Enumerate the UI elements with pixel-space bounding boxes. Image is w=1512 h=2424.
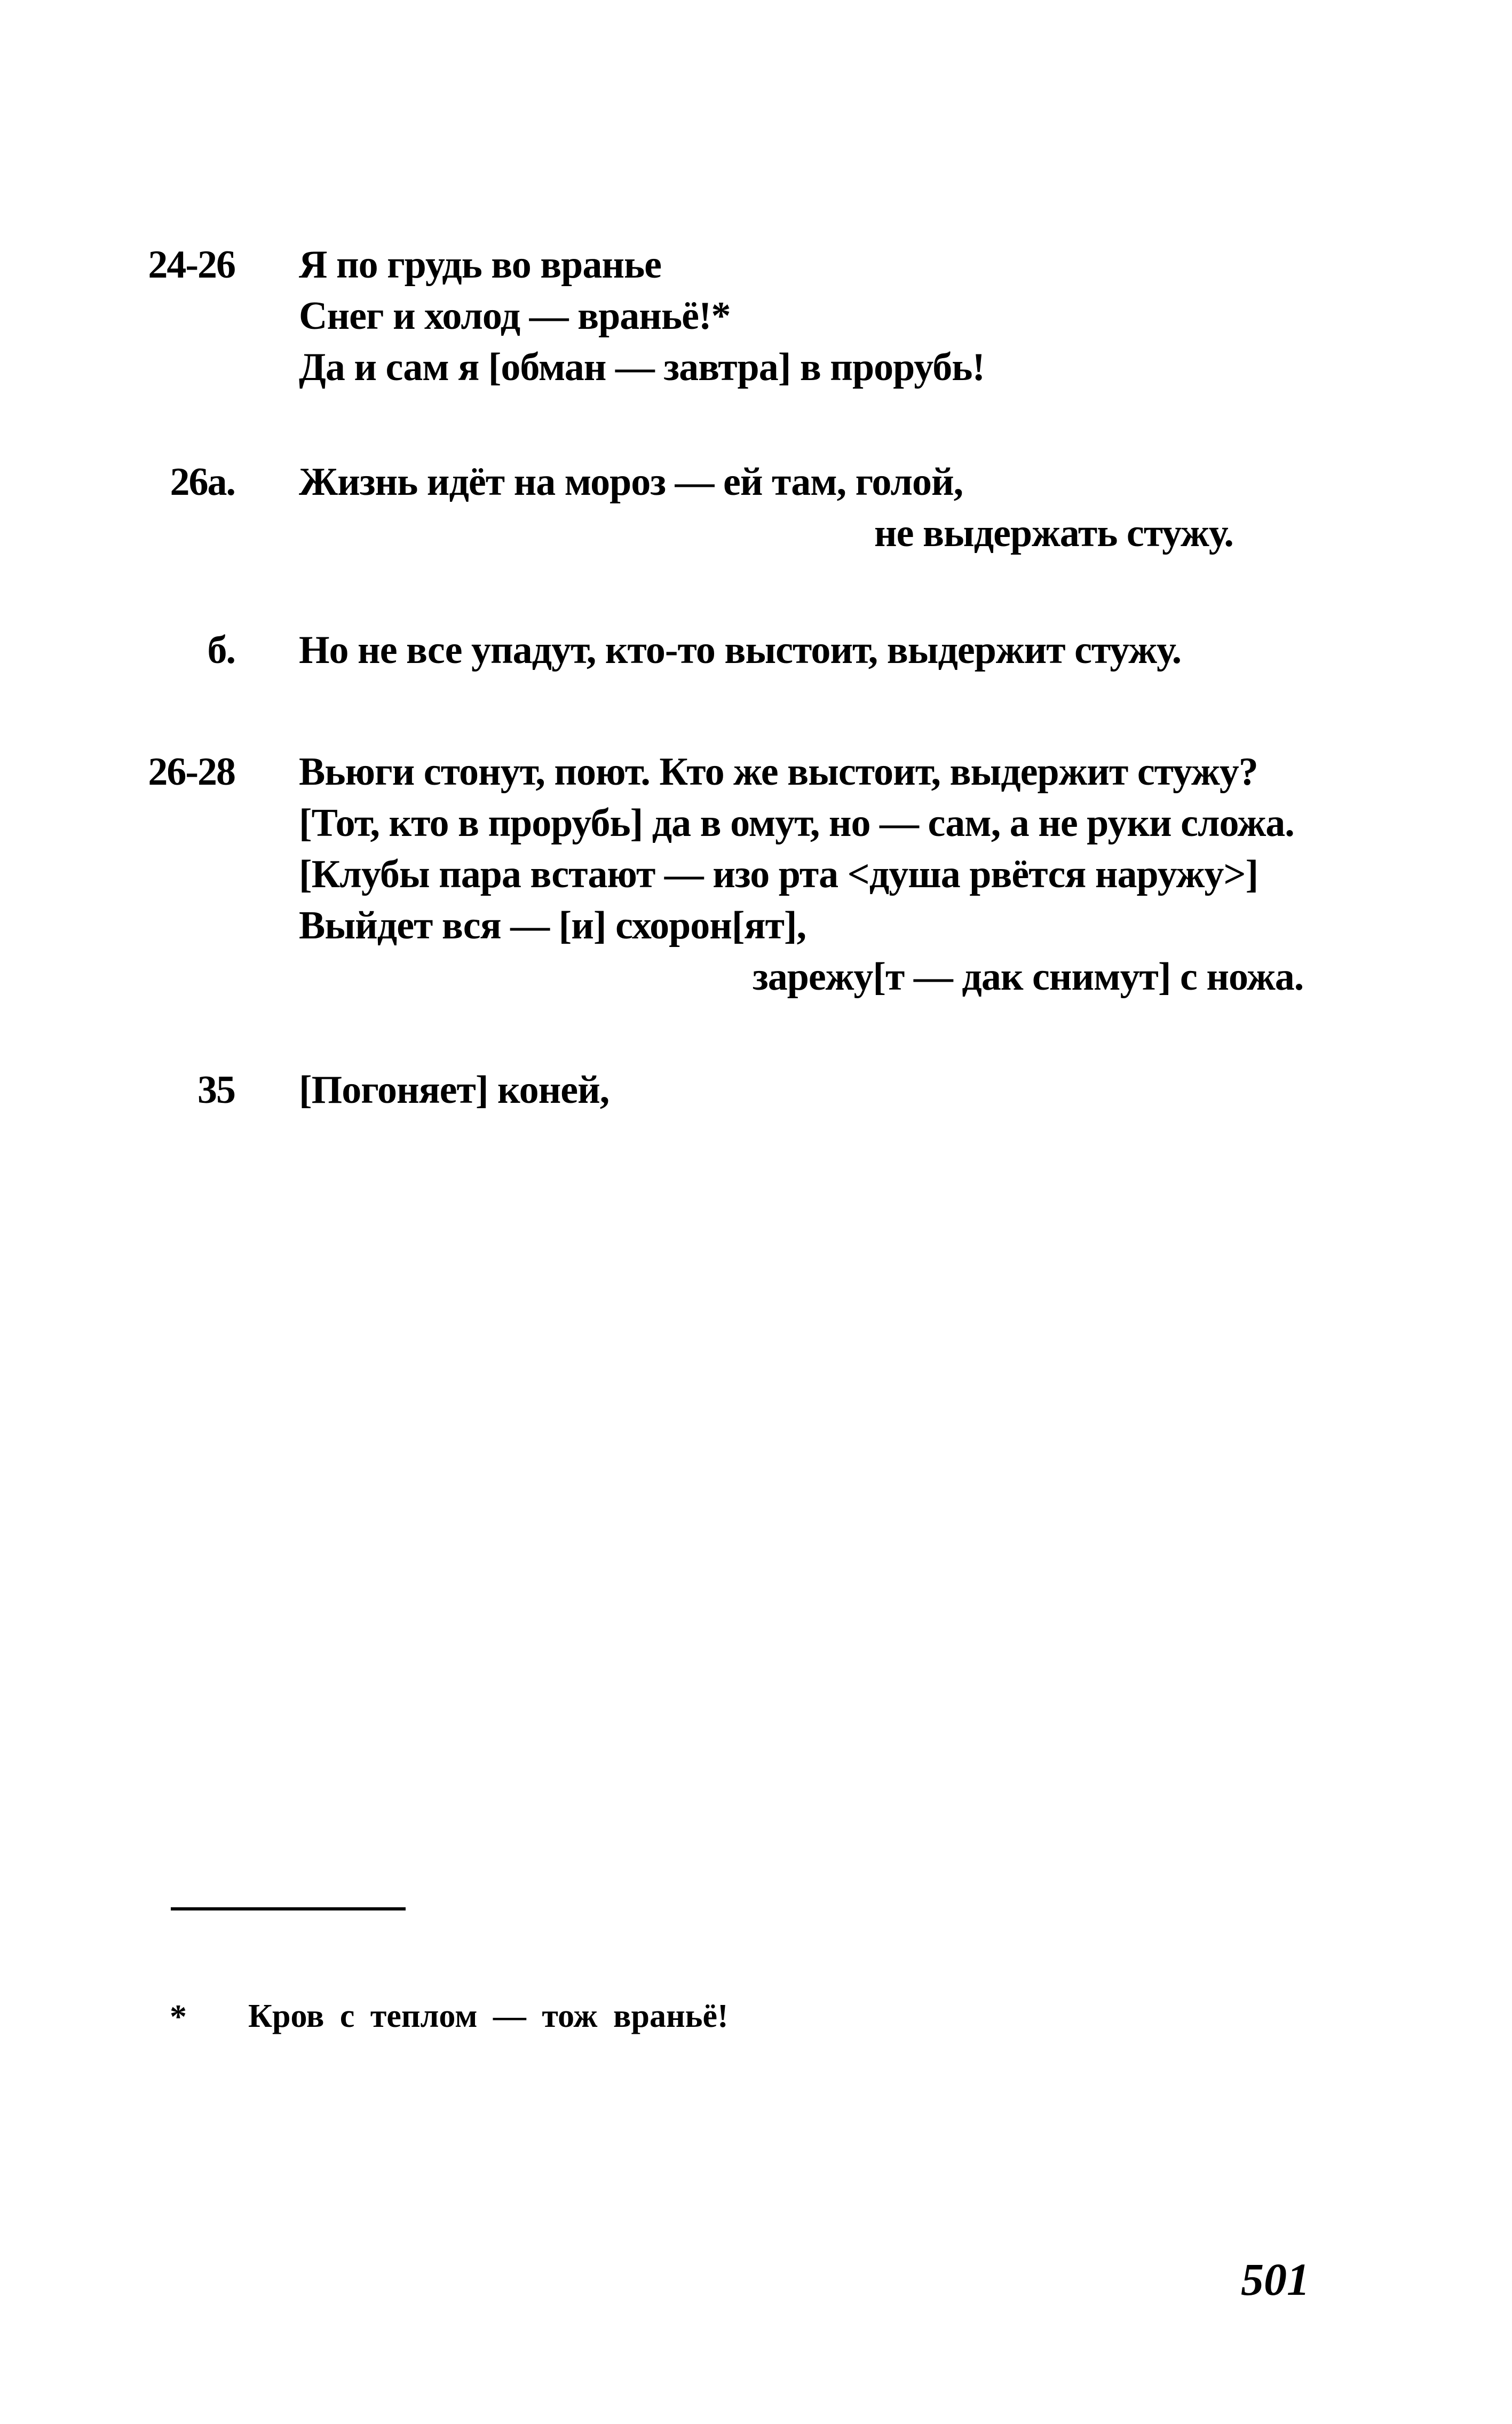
verse-lines: [299, 625, 1446, 676]
verse-lines: [299, 456, 1446, 559]
footnote-text: Кров с теплом — тож враньё!: [248, 1998, 729, 2034]
verse-lines: [299, 239, 1446, 393]
line-number: 24-26: [148, 243, 235, 287]
page-number: 501: [1241, 2254, 1310, 2305]
line-number: 26-28: [148, 750, 235, 794]
line-number: 35: [197, 1068, 235, 1112]
verse-line-indented: зарежу[т — дак снимут] с ножа.: [753, 955, 1304, 999]
footnote-rule: [171, 1907, 406, 1910]
verse-line: Вьюги стонут, поют. Кто же выстоит, выдержит стужу?: [299, 750, 1258, 794]
verse-line: Но не все упадут, кто-то выстоит, выдержит стужу.: [299, 628, 1182, 672]
verse-line: Я по грудь во вранье: [299, 243, 661, 287]
verse-line: [Погоняет] коней,: [299, 1068, 609, 1112]
verse-line: Жизнь идёт на мороз — ей там, голой,: [299, 460, 963, 504]
line-number: б.: [207, 628, 235, 672]
line-number: 26а.: [170, 460, 235, 504]
footnote-mark: *: [170, 1997, 187, 2035]
verse-line: [Клубы пара встают — изо рта <душа рвётся наружу>]: [299, 852, 1258, 896]
verse-line: Снег и холод — враньё!*: [299, 294, 731, 338]
verse-lines: [299, 746, 1446, 1002]
verse-line: Да и сам я [обман — завтра] в прорубь!: [299, 345, 985, 389]
verse-lines: [299, 1064, 1446, 1116]
verse-line: [Тот, кто в прорубь] да в омут, но — сам, а не руки сложа.: [299, 801, 1294, 845]
verse-line: Выйдет вся — [и] схорон[ят],: [299, 904, 806, 948]
verse-line-indented: не выдержать стужу.: [874, 511, 1233, 555]
